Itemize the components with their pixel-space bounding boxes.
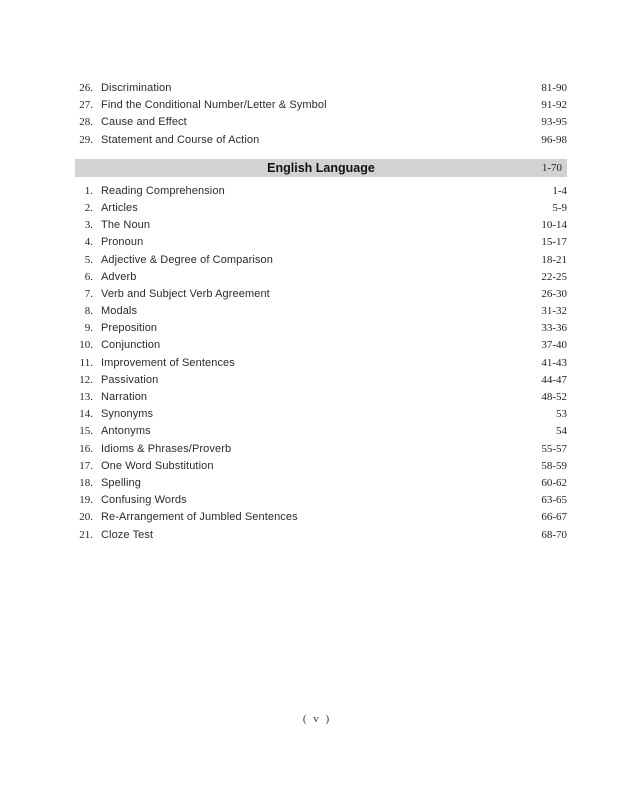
toc-item-title: Preposition [101, 322, 158, 335]
toc-row [75, 320, 567, 337]
toc-item-number: 5. [84, 253, 93, 266]
toc-item-title: Find the Conditional Number/Letter & Symbol [101, 99, 327, 112]
toc-item-number: 18. [79, 476, 93, 489]
toc-item-number: 11. [79, 356, 93, 369]
toc-item-number: 3. [84, 219, 93, 232]
toc-item-pages: 54 [556, 425, 567, 438]
toc-row [75, 200, 567, 217]
toc-row [75, 303, 567, 320]
toc-item-pages: 93-95 [541, 116, 567, 129]
toc-item-pages: 5-9 [552, 201, 567, 214]
toc-item-title: Idioms & Phrases/Proverb [101, 442, 232, 455]
toc-row [75, 132, 567, 149]
toc-item-number: 9. [84, 322, 93, 335]
toc-item-pages: 53 [556, 408, 567, 421]
toc-item-title: Articles [101, 201, 138, 214]
toc-row [75, 234, 567, 251]
toc-row [75, 252, 567, 269]
toc-item-number: 15. [79, 425, 93, 438]
toc-item-title: Statement and Course of Action [101, 133, 260, 146]
toc-item-title: Improvement of Sentences [101, 356, 235, 369]
toc-item-title: Synonyms [101, 408, 154, 421]
toc-item-pages: 91-92 [541, 99, 567, 112]
toc-row [75, 269, 567, 286]
toc-row [75, 441, 567, 458]
toc-item-title: The Noun [101, 219, 151, 232]
toc-item-title: Adjective & Degree of Comparison [101, 253, 273, 266]
toc-row [75, 423, 567, 440]
section-header-bar [75, 159, 567, 177]
toc-item-pages: 48-52 [541, 391, 567, 403]
toc-row [75, 286, 567, 303]
toc-item-number: 7. [84, 287, 93, 300]
toc-item-title: Reading Comprehension [101, 184, 225, 197]
toc-item-pages: 33-36 [541, 322, 567, 335]
toc-item-pages: 18-21 [541, 253, 567, 266]
toc-row [75, 492, 567, 509]
toc-item-number: 12. [79, 373, 93, 386]
toc-row [75, 475, 567, 492]
toc-item-title: Passivation [101, 373, 159, 386]
section-pages: 1-70 [541, 161, 562, 174]
toc-item-pages: 68-70 [541, 528, 567, 541]
toc-row [75, 355, 567, 372]
toc-item-title: Re-Arrangement of Jumbled Sentences [101, 511, 298, 524]
toc-row [75, 527, 567, 544]
toc-item-pages: 58-59 [541, 459, 567, 472]
toc-item-title: Modals [101, 305, 138, 318]
toc-item-title: Narration [101, 391, 148, 403]
toc-row [75, 97, 567, 114]
toc-item-number: 28. [79, 116, 93, 129]
toc-item-title: Antonyms [101, 425, 151, 438]
toc-item-pages: 10-14 [541, 219, 567, 232]
toc-item-title: Verb and Subject Verb Agreement [101, 287, 270, 300]
toc-item-pages: 63-65 [541, 494, 567, 507]
toc-item-pages: 41-43 [541, 356, 567, 369]
toc-item-number: 17. [79, 459, 93, 472]
toc-item-pages: 44-47 [541, 373, 567, 386]
toc-item-number: 4. [84, 236, 93, 249]
toc-item-pages: 66-67 [541, 511, 567, 524]
toc-item-number: 20. [79, 511, 93, 524]
toc-row [75, 337, 567, 354]
toc-item-title: Spelling [101, 476, 141, 489]
toc-item-pages: 15-17 [541, 236, 567, 249]
toc-item-number: 27. [79, 99, 93, 112]
toc-row [75, 217, 567, 234]
toc-row [75, 509, 567, 526]
toc-row [75, 80, 567, 97]
toc-item-title: Conjunction [101, 339, 161, 352]
toc-item-pages: 81-90 [541, 82, 567, 94]
toc-item-title: Cause and Effect [101, 116, 187, 129]
toc-item-number: 19. [79, 494, 93, 507]
toc-item-pages: 31-32 [541, 305, 567, 318]
toc-item-number: 29. [79, 133, 93, 146]
toc-item-number: 10. [79, 339, 93, 352]
toc-item-pages: 22-25 [541, 270, 567, 283]
toc-item-title: Cloze Test [101, 528, 154, 541]
toc-item-title: Pronoun [101, 236, 144, 249]
toc-item-number: 14. [79, 408, 93, 421]
toc-item-number: 8. [84, 305, 93, 318]
toc-item-pages: 55-57 [541, 442, 567, 455]
toc-item-number: 2. [84, 201, 93, 214]
toc-item-number: 21. [79, 528, 93, 541]
toc-item-pages: 96-98 [541, 133, 567, 146]
toc-row [75, 458, 567, 475]
toc-item-number: 26. [79, 82, 93, 94]
toc-row [75, 372, 567, 389]
toc-item-number: 6. [84, 270, 93, 283]
toc-item-title: Discrimination [101, 82, 172, 94]
section-title: English Language [267, 160, 375, 175]
toc-item-title: Confusing Words [101, 494, 187, 507]
toc-item-pages: 1-4 [552, 184, 567, 197]
toc-item-title: Adverb [101, 270, 137, 283]
page-number-footer: ( v ) [302, 713, 332, 725]
toc-item-number: 13. [79, 391, 93, 403]
table-of-contents [75, 80, 567, 544]
toc-item-number: 16. [79, 442, 93, 455]
toc-row [75, 183, 567, 200]
toc-row [75, 389, 567, 406]
toc-item-pages: 26-30 [541, 287, 567, 300]
toc-item-pages: 37-40 [541, 339, 567, 352]
toc-item-pages: 60-62 [541, 476, 567, 489]
toc-item-number: 1. [84, 184, 93, 197]
toc-item-title: One Word Substitution [101, 459, 214, 472]
toc-row [75, 114, 567, 131]
toc-row [75, 406, 567, 423]
